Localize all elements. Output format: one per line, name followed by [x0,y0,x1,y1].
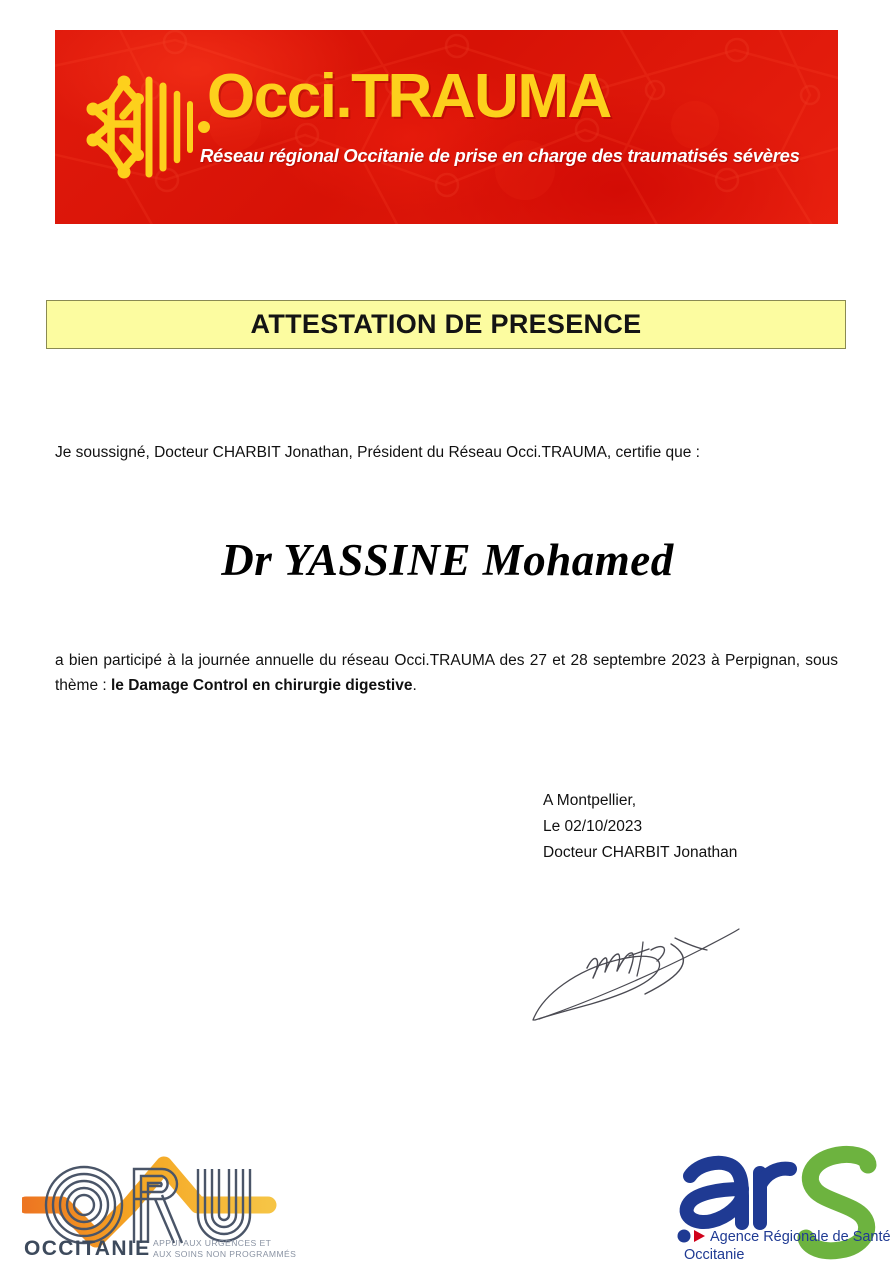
oru-wordmark: OCCITANIE [24,1237,151,1260]
paragraph-theme: le Damage Control en chirurgie digestive [111,677,413,695]
ars-chevron-icon [694,1230,705,1242]
signature-date: Le 02/10/2023 [543,818,643,836]
oru-occitanie-logo [22,1143,297,1261]
oru-tagline-line1: APPUI AUX URGENCES ET [153,1238,272,1248]
page-title: ATTESTATION DE PRESENCE [250,309,642,339]
ars-subtitle-line2: Occitanie [684,1247,745,1261]
brand-subtitle: Réseau régional Occitanie de prise en charge des traumatisés sévères [200,145,800,166]
paragraph-text-lead: a bien participé à la journée annuelle du réseau Occi.TRAUMA des 27 et 28 septembre 2023 à Perpignan, sous thème : [55,652,838,695]
recipient-name: Dr YASSINE Mohamed [221,535,674,585]
signature-signer: Docteur CHARBIT Jonathan [543,844,738,862]
ars-letter-r [760,1169,790,1223]
attestation-title-box [46,300,846,349]
oru-tagline-line2: AUX SOINS NON PROGRAMMÉS [153,1249,297,1259]
intro-statement: Je soussigné, Docteur CHARBIT Jonathan, Président du Réseau Occi.TRAUMA, certifie que : [55,444,700,461]
occitan-cross-soundwave-logo [77,62,215,192]
ars-subtitle-line1: Agence Régionale de Santé [710,1229,891,1245]
signature-block [543,788,737,866]
brand-title: Occi.TRAUMA [207,62,611,131]
ars-dot-icon [678,1230,691,1243]
ars-occitanie-logo [672,1143,894,1261]
paragraph-text-tail: . [412,677,417,695]
attestation-paragraph [55,648,838,698]
signature-place: A Montpellier, [543,792,637,809]
handwritten-signature [525,898,750,1033]
ars-letter-a [687,1163,742,1223]
occi-trauma-header-banner [55,30,838,224]
